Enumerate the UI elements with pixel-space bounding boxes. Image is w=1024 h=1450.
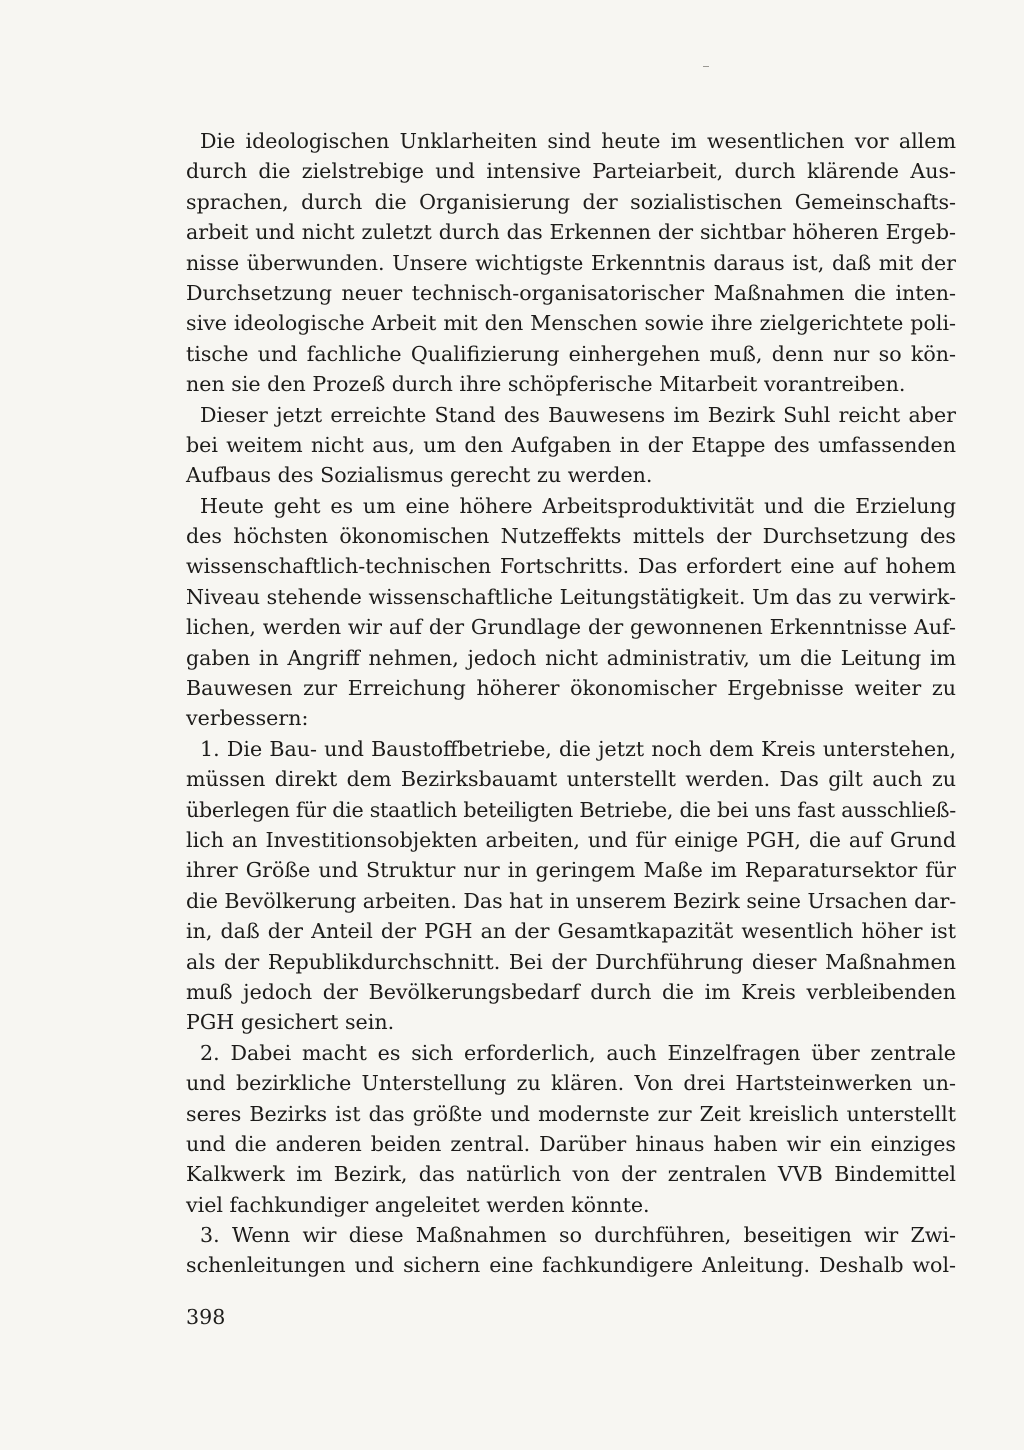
- text-line: lichen, werden wir auf der Grundlage der gewonnenen Erkenntnisse Auf-: [186, 615, 956, 640]
- text-line: Kalkwerk im Bezirk, das natürlich von der zentralen VVB Bindemittel: [186, 1162, 956, 1187]
- text-line: sprachen, durch die Organisierung der sozialistischen Gemeinschafts-: [186, 189, 956, 214]
- text-line: durch die zielstrebige und intensive Parteiarbeit, durch klärende Aus-: [186, 159, 956, 184]
- text-line: muß jedoch der Bevölkerungsbedarf durch die im Kreis verbleibenden: [186, 979, 956, 1004]
- body-text: [186, 126, 956, 1281]
- text-line: nisse überwunden. Unsere wichtigste Erkenntnis daraus ist, daß mit der: [186, 250, 956, 275]
- paragraph: [186, 400, 956, 491]
- text-line: ihrer Größe und Struktur nur in geringem Maße im Reparatursektor für: [186, 858, 956, 883]
- text-line: Dieser jetzt erreichte Stand des Bauwesens im Bezirk Suhl reicht aber: [200, 402, 956, 427]
- paragraph: [186, 491, 956, 734]
- text-line: verbessern:: [186, 706, 309, 731]
- text-line: PGH gesichert sein.: [186, 1010, 395, 1035]
- text-line: viel fachkundiger angeleitet werden könnte.: [186, 1192, 650, 1217]
- text-line: seres Bezirks ist das größte und modernste zur Zeit kreislich unterstellt: [186, 1101, 956, 1126]
- paragraph: [186, 734, 956, 1038]
- text-line: 2. Dabei macht es sich erforderlich, auch Einzelfragen über zentrale: [200, 1040, 956, 1065]
- text-line: 1. Die Bau- und Baustoffbetriebe, die jetzt noch dem Kreis unterstehen,: [200, 736, 956, 761]
- paragraph: [186, 1220, 956, 1281]
- text-line: und die anderen beiden zentral. Darüber hinaus haben wir ein einziges: [186, 1131, 956, 1156]
- text-line: sive ideologische Arbeit mit den Menschen sowie ihre zielgerichtete poli-: [186, 311, 956, 336]
- text-line: schenleitungen und sichern eine fachkundigere Anleitung. Deshalb wol-: [186, 1253, 956, 1278]
- text-line: die Bevölkerung arbeiten. Das hat in unserem Bezirk seine Ursachen dar-: [186, 888, 957, 913]
- text-line: bei weitem nicht aus, um den Aufgaben in der Etappe des umfassenden: [186, 432, 956, 457]
- print-mark: [703, 66, 709, 67]
- text-line: überlegen für die staatlich beteiligten Betriebe, die bei uns fast ausschließ-: [186, 797, 956, 822]
- text-line: nen sie den Prozeß durch ihre schöpferische Mitarbeit vorantreiben.: [186, 372, 906, 397]
- page-number: 398: [186, 1305, 226, 1329]
- text-line: gaben in Angriff nehmen, jedoch nicht administrativ, um die Leitung im: [186, 645, 956, 670]
- text-line: Die ideologischen Unklarheiten sind heute im wesentlichen vor allem: [200, 129, 956, 153]
- text-line: tische und fachliche Qualifizierung einhergehen muß, denn nur so kön-: [186, 341, 956, 366]
- text-line: Durchsetzung neuer technisch-organisatorischer Maßnahmen die inten-: [186, 280, 956, 305]
- text-line: Bauwesen zur Erreichung höherer ökonomischer Ergebnisse weiter zu: [186, 676, 956, 701]
- text-line: Aufbaus des Sozialismus gerecht zu werden.: [186, 463, 653, 488]
- text-line: Niveau stehende wissenschaftliche Leitungstätigkeit. Um das zu verwirk-: [186, 584, 956, 609]
- paragraph: [186, 126, 956, 400]
- text-line: müssen direkt dem Bezirksbauamt unterstellt werden. Das gilt auch zu: [186, 767, 956, 792]
- text-line: lich an Investitionsobjekten arbeiten, und für einige PGH, die auf Grund: [186, 827, 956, 852]
- paragraph: [186, 1038, 956, 1220]
- text-line: des höchsten ökonomischen Nutzeffekts mittels der Durchsetzung des: [186, 524, 956, 549]
- text-line: in, daß der Anteil der PGH an der Gesamtkapazität wesentlich höher ist: [186, 919, 956, 944]
- text-line: wissenschaftlich-technischen Fortschritts. Das erfordert eine auf hohem: [186, 554, 956, 579]
- text-line: arbeit und nicht zuletzt durch das Erkennen der sichtbar höheren Ergeb-: [186, 220, 956, 245]
- text-line: als der Republikdurchschnitt. Bei der Durchführung dieser Maßnahmen: [186, 949, 956, 974]
- text-line: 3. Wenn wir diese Maßnahmen so durchführen, beseitigen wir Zwi-: [200, 1223, 956, 1248]
- text-line: Heute geht es um eine höhere Arbeitsproduktivität und die Erzielung: [200, 493, 956, 518]
- text-line: und bezirkliche Unterstellung zu klären. Von drei Hartsteinwerken un-: [186, 1071, 956, 1096]
